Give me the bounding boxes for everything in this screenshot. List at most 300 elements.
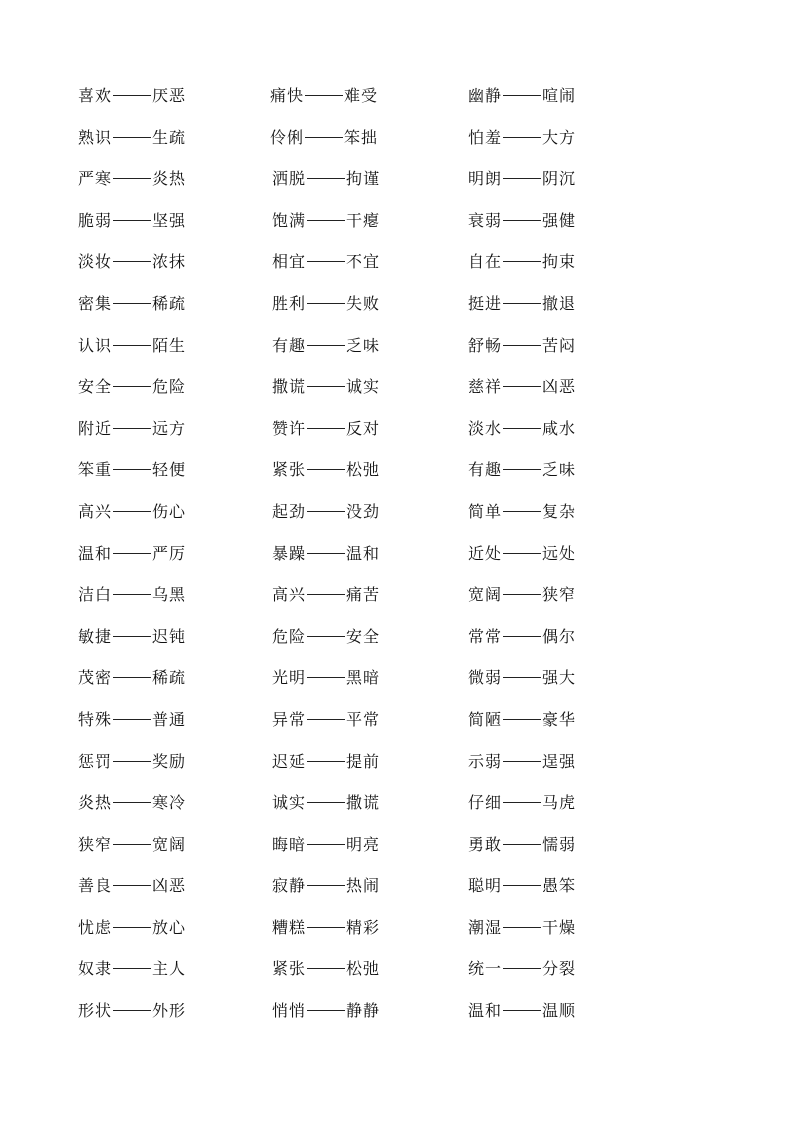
word: 忧虑	[78, 917, 113, 937]
antonym-pair	[78, 827, 186, 863]
antonym-pair	[468, 785, 576, 821]
connector-dash	[503, 428, 541, 429]
connector-dash	[113, 594, 151, 595]
antonym-pair	[78, 369, 186, 405]
antonym-word: 撤退	[542, 293, 577, 313]
word: 微弱	[468, 668, 503, 688]
antonym-pair	[468, 619, 576, 655]
antonym-pair	[468, 827, 576, 863]
word: 勇敢	[468, 834, 503, 854]
antonym-word: 静静	[346, 1001, 381, 1021]
table-row	[0, 910, 794, 952]
word: 炎热	[78, 793, 113, 813]
word: 洒脱	[272, 169, 307, 189]
connector-dash	[307, 386, 345, 387]
word: 有趣	[468, 460, 503, 480]
antonym-pair	[272, 951, 380, 987]
connector-dash	[307, 178, 345, 179]
connector-dash	[503, 636, 541, 637]
antonym-word: 难受	[344, 86, 379, 105]
table-row	[0, 369, 794, 411]
connector-dash	[307, 968, 345, 969]
connector-dash	[307, 761, 345, 762]
antonym-word: 外形	[152, 1001, 187, 1021]
antonym-word: 远方	[152, 418, 187, 438]
antonym-pair	[468, 868, 576, 904]
antonym-pair	[272, 244, 380, 280]
antonym-word: 咸水	[542, 418, 577, 438]
antonym-pair	[272, 328, 380, 364]
word: 起劲	[272, 501, 307, 521]
antonym-pair	[78, 286, 186, 322]
antonym-word: 温和	[346, 543, 381, 563]
word: 善良	[78, 876, 113, 896]
word: 紧张	[272, 460, 307, 480]
word: 严寒	[78, 169, 113, 189]
antonym-pair	[270, 78, 378, 114]
antonym-pair	[78, 411, 186, 447]
antonym-pair	[78, 702, 186, 738]
connector-dash	[503, 802, 541, 803]
word: 慈祥	[468, 377, 503, 397]
antonym-pair	[468, 369, 576, 405]
antonym-pair	[78, 951, 186, 987]
antonym-word: 寒冷	[152, 793, 187, 813]
connector-dash	[503, 95, 541, 96]
word: 淡妆	[78, 252, 113, 272]
word: 统一	[468, 959, 503, 979]
antonym-word: 拘谨	[346, 169, 381, 189]
word: 宽阔	[468, 585, 503, 605]
antonym-word: 乏味	[346, 335, 381, 355]
table-row	[0, 328, 794, 370]
antonym-pair	[468, 244, 576, 280]
word: 胜利	[272, 293, 307, 313]
antonym-pair	[78, 660, 186, 696]
antonym-word: 严厉	[152, 543, 187, 563]
antonym-pair	[78, 577, 186, 613]
connector-dash	[307, 885, 345, 886]
connector-dash	[307, 636, 345, 637]
antonym-pair	[272, 744, 380, 780]
connector-dash	[503, 594, 541, 595]
antonym-word: 危险	[152, 377, 187, 397]
antonym-word: 明亮	[346, 834, 381, 854]
antonym-word: 提前	[346, 751, 381, 771]
connector-dash	[113, 802, 151, 803]
connector-dash	[113, 178, 151, 179]
antonym-word: 苦闷	[542, 335, 577, 355]
word: 密集	[78, 293, 113, 313]
connector-dash	[305, 137, 343, 138]
antonym-pair	[272, 910, 380, 946]
word: 常常	[468, 626, 503, 646]
antonym-pair	[78, 785, 186, 821]
antonym-pair	[468, 203, 576, 239]
antonym-table	[0, 78, 794, 1035]
table-row	[0, 785, 794, 827]
word: 舒畅	[468, 335, 503, 355]
antonym-pair	[272, 369, 380, 405]
table-row	[0, 951, 794, 993]
antonym-word: 普通	[152, 709, 187, 729]
antonym-word: 伤心	[152, 501, 187, 521]
word: 高兴	[78, 501, 113, 521]
antonym-word: 轻便	[152, 460, 187, 480]
connector-dash	[113, 95, 151, 96]
word: 简陋	[468, 709, 503, 729]
antonym-word: 远处	[542, 543, 577, 563]
antonym-pair	[468, 993, 576, 1029]
table-row	[0, 619, 794, 661]
connector-dash	[503, 927, 541, 928]
connector-dash	[307, 927, 345, 928]
antonym-pair	[272, 619, 380, 655]
antonym-word: 笨拙	[344, 127, 379, 147]
connector-dash	[113, 220, 151, 221]
antonym-word: 逞强	[542, 751, 577, 771]
antonym-word: 凶恶	[152, 876, 187, 896]
word: 安全	[78, 377, 113, 397]
connector-dash	[307, 594, 345, 595]
antonym-pair	[78, 868, 186, 904]
connector-dash	[503, 844, 541, 845]
antonym-pair	[468, 494, 576, 530]
table-row	[0, 411, 794, 453]
word: 温和	[78, 543, 113, 563]
antonym-pair	[272, 785, 380, 821]
antonym-word: 豪华	[542, 709, 577, 729]
antonym-pair	[270, 120, 378, 156]
antonym-word: 乌黑	[152, 585, 187, 605]
antonym-word: 主人	[152, 959, 187, 979]
antonym-pair	[468, 536, 576, 572]
word: 寂静	[272, 876, 307, 896]
connector-dash	[503, 178, 541, 179]
antonym-word: 失败	[346, 293, 381, 313]
antonym-word: 反对	[346, 418, 381, 438]
connector-dash	[113, 719, 151, 720]
antonym-pair	[78, 910, 186, 946]
word: 奴隶	[78, 959, 113, 979]
antonym-word: 诚实	[346, 377, 381, 397]
word: 迟延	[272, 751, 307, 771]
antonym-word: 迟钝	[152, 626, 187, 646]
antonym-pair	[468, 161, 576, 197]
antonym-pair	[272, 161, 380, 197]
word: 挺进	[468, 293, 503, 313]
antonym-word: 懦弱	[542, 834, 577, 854]
connector-dash	[307, 261, 345, 262]
word: 有趣	[272, 335, 307, 355]
table-row	[0, 494, 794, 536]
word: 茂密	[78, 668, 113, 688]
antonym-pair	[78, 536, 186, 572]
connector-dash	[503, 386, 541, 387]
antonym-word: 温顺	[542, 1001, 577, 1021]
connector-dash	[307, 220, 345, 221]
antonym-pair	[272, 411, 380, 447]
antonym-word: 阴沉	[542, 169, 577, 189]
word: 熟识	[78, 127, 113, 147]
antonym-pair	[272, 827, 380, 863]
antonym-pair	[78, 744, 186, 780]
antonym-pair	[272, 494, 380, 530]
word: 幽静	[468, 86, 503, 105]
connector-dash	[305, 95, 343, 96]
table-row	[0, 286, 794, 328]
antonym-pair	[272, 286, 380, 322]
table-row	[0, 577, 794, 619]
connector-dash	[307, 677, 345, 678]
connector-dash	[307, 844, 345, 845]
word: 示弱	[468, 751, 503, 771]
antonym-word: 干瘪	[346, 210, 381, 230]
antonym-word: 热闹	[346, 876, 381, 896]
connector-dash	[113, 761, 151, 762]
connector-dash	[113, 677, 151, 678]
antonym-word: 喧闹	[542, 86, 577, 105]
connector-dash	[113, 885, 151, 886]
connector-dash	[113, 345, 151, 346]
word: 悄悄	[272, 1001, 307, 1021]
connector-dash	[503, 220, 541, 221]
word: 明朗	[468, 169, 503, 189]
table-row	[0, 993, 794, 1035]
connector-dash	[113, 428, 151, 429]
table-row	[0, 120, 794, 162]
antonym-word: 大方	[542, 127, 577, 147]
word: 温和	[468, 1001, 503, 1021]
antonym-word: 坚强	[152, 210, 187, 230]
antonym-word: 马虎	[542, 793, 577, 813]
connector-dash	[113, 1010, 151, 1011]
table-row	[0, 78, 794, 120]
antonym-pair	[468, 286, 576, 322]
antonym-word: 拘束	[542, 252, 577, 272]
word: 敏捷	[78, 626, 113, 646]
antonym-pair	[78, 78, 186, 114]
connector-dash	[307, 345, 345, 346]
antonym-word: 乏味	[542, 460, 577, 480]
antonym-pair	[78, 328, 186, 364]
connector-dash	[503, 968, 541, 969]
antonym-word: 松弛	[346, 959, 381, 979]
antonym-pair	[78, 120, 186, 156]
connector-dash	[113, 261, 151, 262]
connector-dash	[113, 386, 151, 387]
antonym-pair	[78, 452, 186, 488]
word: 紧张	[272, 959, 307, 979]
word: 近处	[468, 543, 503, 563]
antonym-pair	[78, 161, 186, 197]
antonym-word: 陌生	[152, 335, 187, 355]
antonym-word: 复杂	[542, 501, 577, 521]
antonym-pair	[468, 744, 576, 780]
connector-dash	[113, 511, 151, 512]
table-row	[0, 660, 794, 702]
connector-dash	[113, 137, 151, 138]
word: 怕羞	[468, 127, 503, 147]
word: 潮湿	[468, 917, 503, 937]
word: 仔细	[468, 793, 503, 813]
antonym-pair	[468, 910, 576, 946]
connector-dash	[503, 469, 541, 470]
connector-dash	[503, 677, 541, 678]
antonym-pair	[78, 619, 186, 655]
word: 喜欢	[78, 86, 113, 105]
table-row	[0, 452, 794, 494]
antonym-pair	[272, 993, 380, 1029]
antonym-pair	[272, 203, 380, 239]
word: 形状	[78, 1001, 113, 1021]
table-row	[0, 868, 794, 910]
antonym-pair	[468, 660, 576, 696]
antonym-word: 撒谎	[346, 793, 381, 813]
connector-dash	[503, 303, 541, 304]
word: 脆弱	[78, 210, 113, 230]
antonym-pair	[468, 328, 576, 364]
antonym-word: 放心	[152, 917, 187, 937]
antonym-pair	[468, 577, 576, 613]
antonym-word: 浓抹	[152, 252, 187, 272]
word: 笨重	[78, 460, 113, 480]
antonym-pair	[468, 120, 576, 156]
antonym-word: 平常	[346, 709, 381, 729]
word: 惩罚	[78, 751, 113, 771]
antonym-word: 偶尔	[542, 626, 577, 646]
antonym-word: 厌恶	[152, 86, 187, 105]
antonym-pair	[78, 993, 186, 1029]
word: 暴躁	[272, 543, 307, 563]
connector-dash	[503, 137, 541, 138]
antonym-pair	[272, 868, 380, 904]
antonym-pair	[272, 702, 380, 738]
connector-dash	[113, 553, 151, 554]
word: 自在	[468, 252, 503, 272]
word: 淡水	[468, 418, 503, 438]
connector-dash	[307, 719, 345, 720]
antonym-pair	[272, 660, 380, 696]
word: 简单	[468, 501, 503, 521]
connector-dash	[113, 469, 151, 470]
connector-dash	[307, 802, 345, 803]
table-row	[0, 203, 794, 245]
word: 光明	[272, 668, 307, 688]
antonym-word: 安全	[346, 626, 381, 646]
word: 衰弱	[468, 210, 503, 230]
antonym-pair	[272, 452, 380, 488]
antonym-pair	[78, 203, 186, 239]
antonym-word: 稀疏	[152, 668, 187, 688]
table-row	[0, 744, 794, 786]
connector-dash	[503, 885, 541, 886]
antonym-word: 凶恶	[542, 377, 577, 397]
antonym-word: 干燥	[542, 917, 577, 937]
table-row	[0, 827, 794, 869]
antonym-word: 分裂	[542, 959, 577, 979]
antonym-word: 愚笨	[542, 876, 577, 896]
word: 饱满	[272, 210, 307, 230]
word: 高兴	[272, 585, 307, 605]
connector-dash	[113, 968, 151, 969]
antonym-word: 强健	[542, 210, 577, 230]
antonym-pair	[468, 78, 576, 114]
antonym-word: 没劲	[346, 501, 381, 521]
connector-dash	[503, 761, 541, 762]
antonym-pair	[272, 536, 380, 572]
connector-dash	[307, 469, 345, 470]
antonym-word: 狭窄	[542, 585, 577, 605]
antonym-pair	[468, 702, 576, 738]
word: 危险	[272, 626, 307, 646]
antonym-word: 奖励	[152, 751, 187, 771]
table-row	[0, 161, 794, 203]
antonym-pair	[468, 951, 576, 987]
antonym-word: 生疏	[152, 127, 187, 147]
connector-dash	[503, 511, 541, 512]
word: 赞许	[272, 418, 307, 438]
antonym-pair	[78, 494, 186, 530]
word: 撒谎	[272, 377, 307, 397]
connector-dash	[503, 1010, 541, 1011]
antonym-word: 痛苦	[346, 585, 381, 605]
connector-dash	[503, 261, 541, 262]
connector-dash	[113, 303, 151, 304]
connector-dash	[503, 719, 541, 720]
word: 特殊	[78, 709, 113, 729]
antonym-pair	[78, 244, 186, 280]
word: 诚实	[272, 793, 307, 813]
antonym-word: 精彩	[346, 917, 381, 937]
connector-dash	[113, 927, 151, 928]
connector-dash	[307, 553, 345, 554]
table-row	[0, 702, 794, 744]
word: 异常	[272, 709, 307, 729]
antonym-pair	[272, 577, 380, 613]
word: 认识	[78, 335, 113, 355]
word: 相宜	[272, 252, 307, 272]
antonym-word: 强大	[542, 668, 577, 688]
connector-dash	[307, 428, 345, 429]
antonym-word: 炎热	[152, 169, 187, 189]
antonym-word: 松弛	[346, 460, 381, 480]
connector-dash	[113, 636, 151, 637]
word: 狭窄	[78, 834, 113, 854]
word: 伶俐	[270, 127, 305, 147]
connector-dash	[307, 1010, 345, 1011]
word: 聪明	[468, 876, 503, 896]
table-row	[0, 244, 794, 286]
connector-dash	[503, 345, 541, 346]
word: 洁白	[78, 585, 113, 605]
antonym-word: 不宜	[346, 252, 381, 272]
word: 糟糕	[272, 917, 307, 937]
table-row	[0, 536, 794, 578]
antonym-word: 宽阔	[152, 834, 187, 854]
word: 痛快	[270, 86, 305, 105]
word: 附近	[78, 418, 113, 438]
antonym-pair	[468, 452, 576, 488]
antonym-word: 稀疏	[152, 293, 187, 313]
connector-dash	[113, 844, 151, 845]
connector-dash	[503, 553, 541, 554]
connector-dash	[307, 303, 345, 304]
antonym-word: 黑暗	[346, 668, 381, 688]
connector-dash	[307, 511, 345, 512]
word: 晦暗	[272, 834, 307, 854]
antonym-pair	[468, 411, 576, 447]
